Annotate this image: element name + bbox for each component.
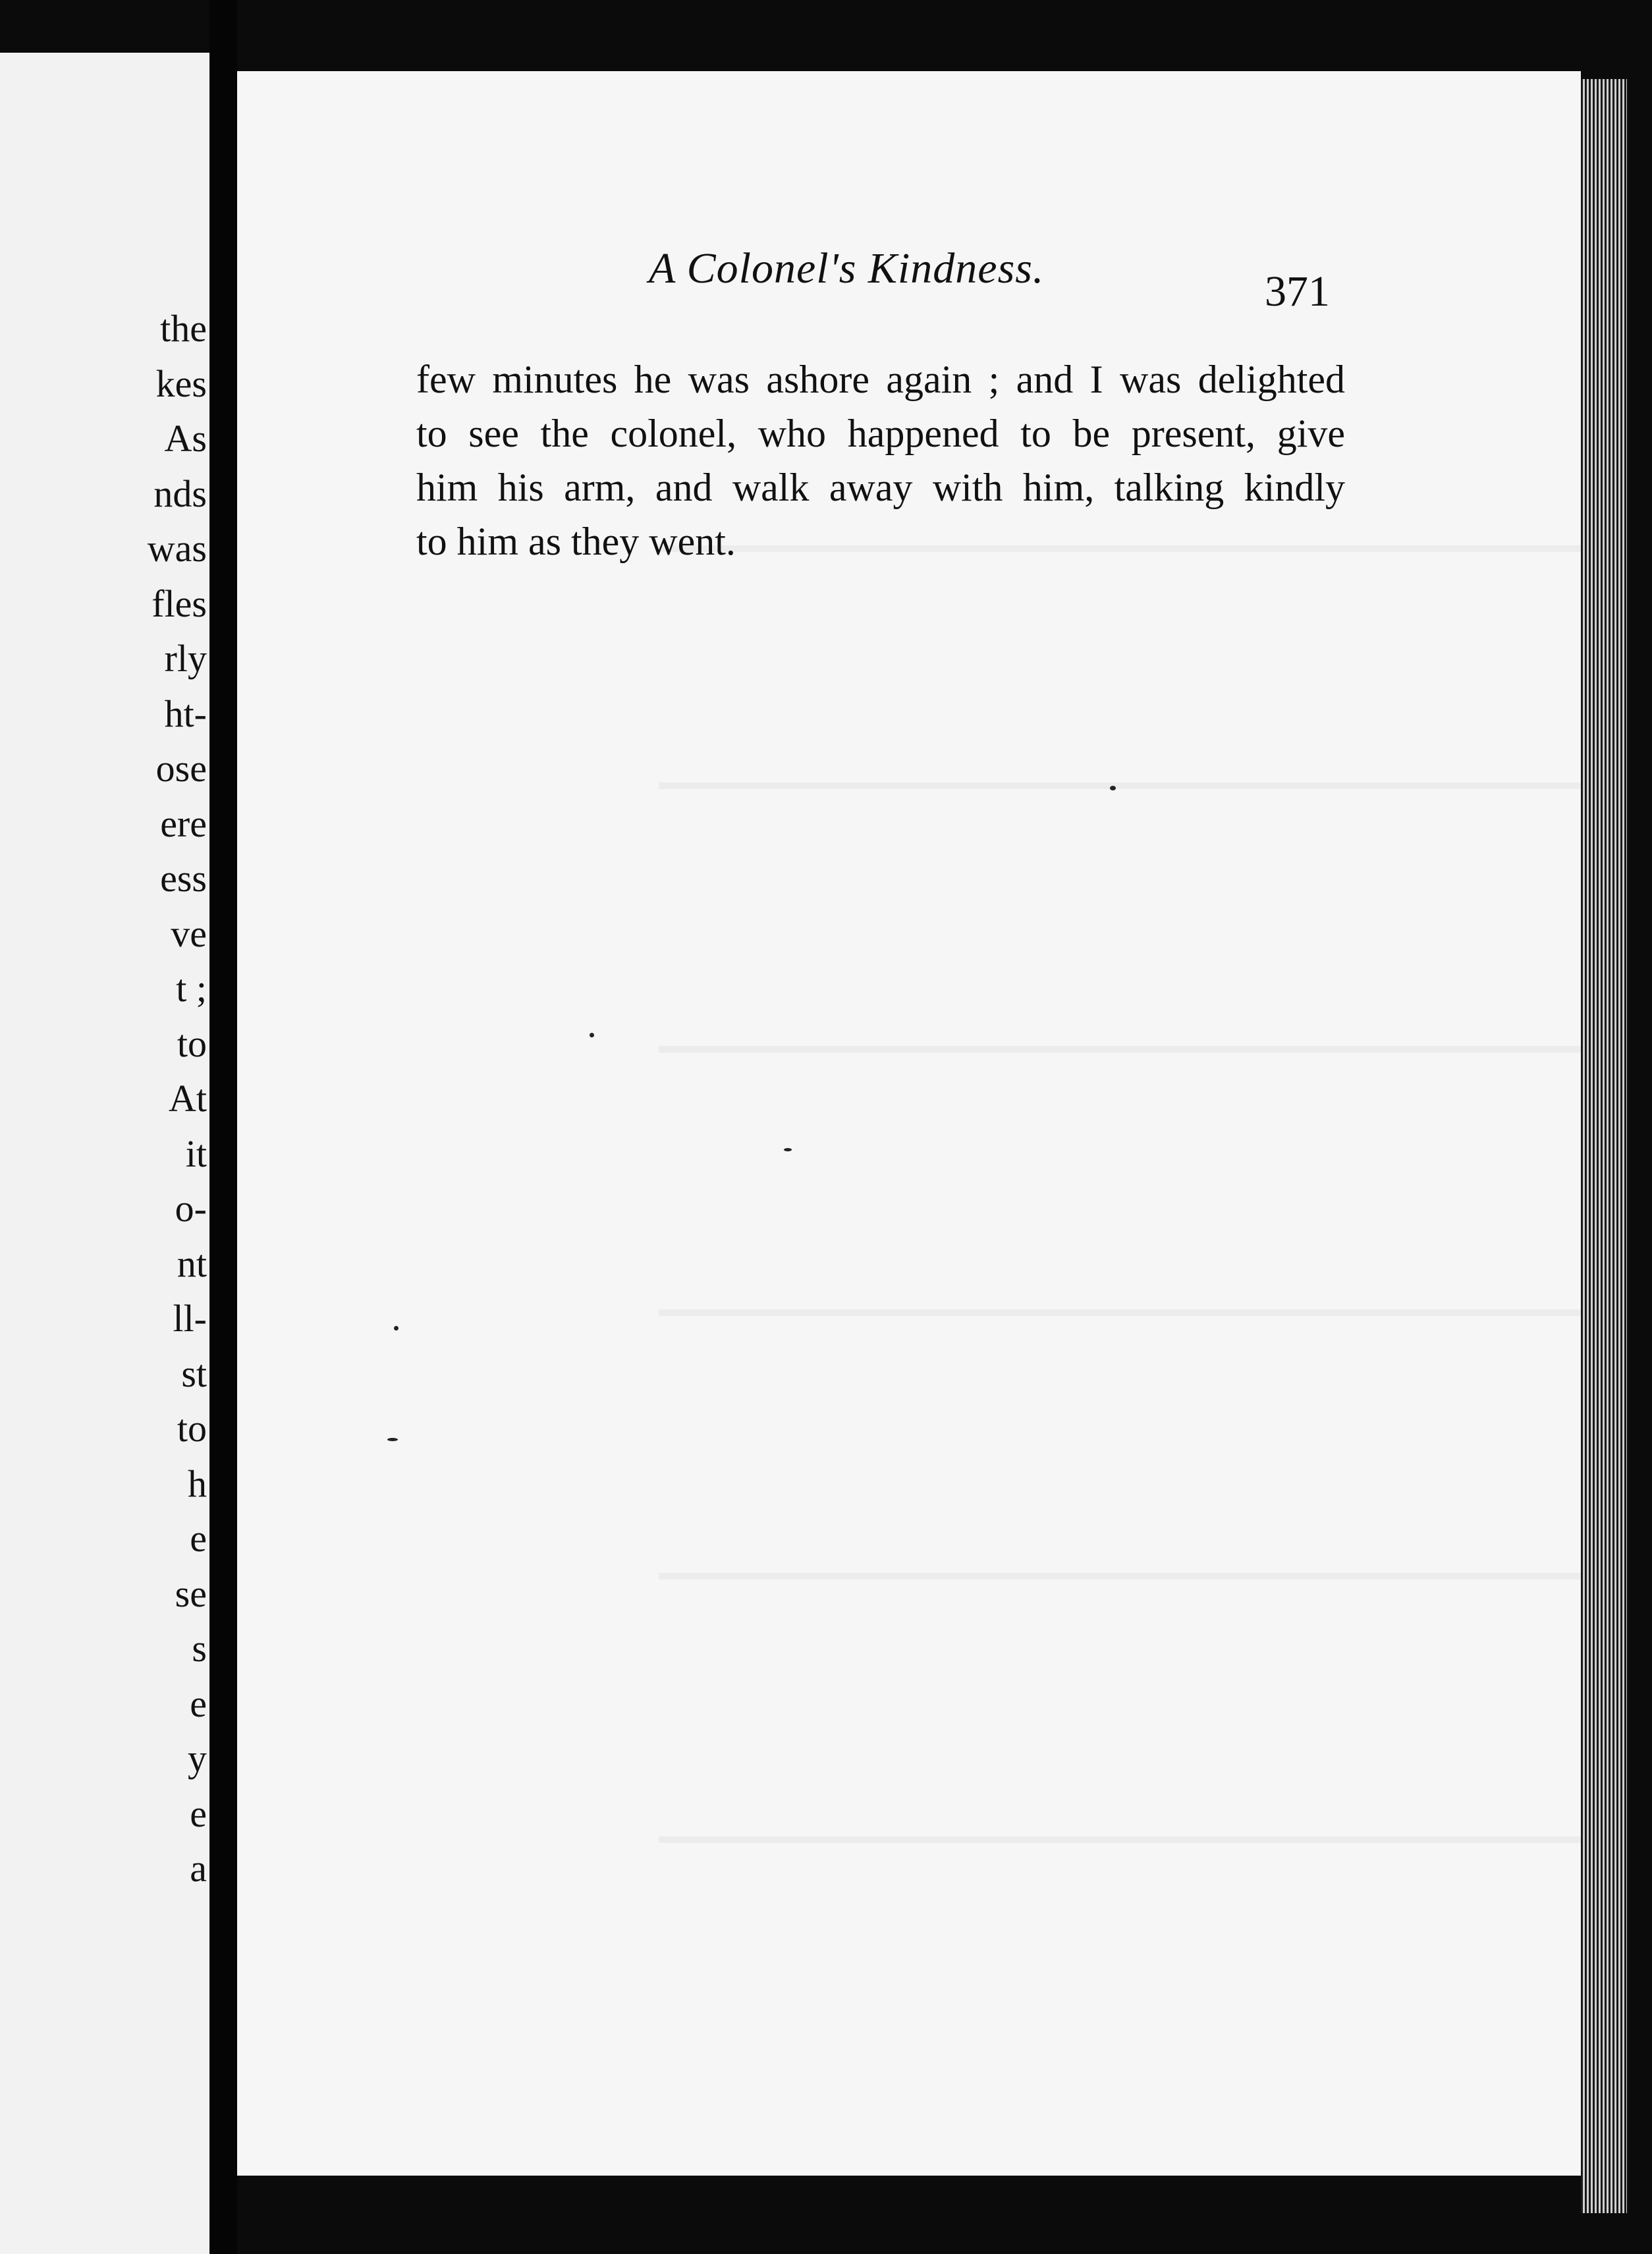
- facing-page-fragment: s: [192, 1627, 207, 1670]
- facing-page-fragment: As: [164, 417, 207, 460]
- facing-page: [0, 53, 209, 2254]
- facing-page-fragment: ll-: [173, 1297, 207, 1340]
- facing-page-fragment: se: [175, 1572, 207, 1615]
- facing-page-fragment: o-: [175, 1187, 207, 1230]
- facing-page-fragment: e: [190, 1792, 207, 1835]
- facing-page-fragment: a: [190, 1847, 207, 1890]
- ink-speck: [1110, 786, 1116, 790]
- facing-page-fragment: e: [190, 1682, 207, 1725]
- show-through-line: [659, 1836, 1581, 1843]
- facing-page-fragment: ve: [171, 912, 207, 955]
- ink-speck: [387, 1438, 398, 1441]
- body-text: [416, 352, 1345, 568]
- book-gutter: [209, 0, 237, 2254]
- facing-page-fragment: to: [177, 1407, 207, 1450]
- facing-page-fragment: ere: [160, 802, 207, 845]
- facing-page-fragment: kes: [155, 362, 207, 405]
- facing-page-fragment: e: [190, 1517, 207, 1560]
- facing-page-fragment: nds: [153, 472, 207, 515]
- show-through-line: [659, 1309, 1581, 1316]
- facing-page-fragment: t ;: [176, 967, 207, 1010]
- facing-page-fragment: fles: [151, 582, 207, 625]
- facing-page-fragment: h: [188, 1462, 207, 1505]
- text-line: to see the colonel, who happened to be present, give: [416, 412, 1345, 455]
- show-through-line: [659, 1046, 1581, 1053]
- facing-page-fragment: it: [185, 1132, 207, 1175]
- running-head: A Colonel's Kindness.: [649, 244, 1045, 292]
- facing-page-fragment: ose: [155, 747, 207, 790]
- text-line: him his arm, and walk away with him, talking kindly: [416, 466, 1345, 509]
- facing-page-fragment: rly: [164, 637, 207, 680]
- text-line: to him as they went.: [416, 520, 736, 563]
- ink-speck: [784, 1148, 792, 1151]
- facing-page-fragment: to: [177, 1022, 207, 1065]
- facing-page-fragment: the: [160, 307, 207, 350]
- facing-page-fragment: ess: [160, 857, 207, 900]
- ink-speck: [394, 1326, 399, 1331]
- facing-page-fragment: ht-: [164, 692, 207, 735]
- facing-page-fragment: st: [181, 1352, 207, 1395]
- page-number: 371: [1265, 267, 1330, 316]
- facing-page-fragment: nt: [177, 1242, 207, 1285]
- facing-page-fragment: was: [147, 527, 207, 570]
- text-line: few minutes he was ashore again ; and I was delighted: [416, 358, 1345, 401]
- page-edges: [1581, 79, 1627, 2213]
- facing-page-fragment: At: [169, 1077, 207, 1120]
- show-through-line: [659, 1573, 1581, 1580]
- facing-page-fragment: y: [188, 1737, 207, 1780]
- ink-speck: [590, 1033, 594, 1037]
- show-through-line: [659, 783, 1581, 789]
